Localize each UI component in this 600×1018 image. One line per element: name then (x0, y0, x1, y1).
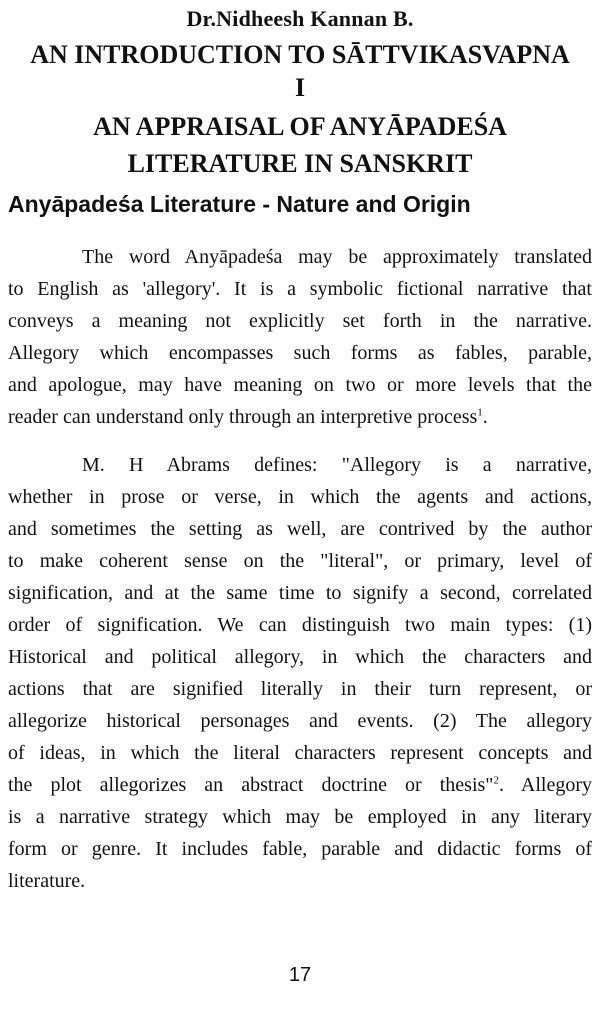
paragraph-line: to make coherent sense on the "literal", or primary, level of (8, 550, 592, 572)
paragraph-line: order of signification. We can distinguish two main types: (1) (8, 614, 592, 636)
paragraph (8, 241, 592, 433)
paragraph-line: is a narrative strategy which may be employed in any literary (8, 806, 592, 828)
paragraph-line-text: reader can understand only through an interpretive process (8, 406, 478, 428)
paragraph (8, 449, 592, 897)
paragraph-line: The word Anyāpadeśa may be approximately translated (82, 246, 592, 268)
chapter-title (0, 38, 600, 104)
paragraph-line: literature. (8, 870, 86, 892)
chapter-title-line: AN INTRODUCTION TO SĀTTVIKASVAPNA (30, 40, 570, 69)
paragraph-line: Allegory which encompasses such forms as fables, parable, (8, 342, 592, 364)
page-number: 17 (288, 964, 312, 986)
paragraph-line-end: . (482, 406, 488, 428)
paragraph-line (8, 401, 592, 433)
paragraph-line: allegorize historical personages and events. (2) The allegory (8, 710, 592, 732)
footnote-reference: 1 (477, 406, 483, 419)
paragraph-line: M. H Abrams defines: "Allegory is a narrative, (82, 454, 592, 476)
paragraph-line: whether in prose or verse, in which the agents and actions, (8, 486, 592, 508)
author-name: Dr.Nidheesh Kannan B. (186, 6, 414, 31)
paragraph-line-text: the plot allegorizes an abstract doctrine or thesis" (8, 774, 494, 796)
paragraph-line: and sometimes the setting as well, are contrived by the author (8, 518, 592, 540)
paragraph-line: actions that are signified literally in their turn represent, or (8, 678, 592, 700)
chapter-number: I (294, 73, 306, 102)
paragraph-line: conveys a meaning not explicitly set forth in the narrative. (8, 310, 592, 332)
footnote-reference: 2 (493, 774, 499, 787)
paragraph-line: of ideas, in which the literal characters represent concepts and (8, 742, 592, 764)
chapter-subtitle (0, 108, 600, 182)
chapter-subtitle-line: LITERATURE IN SANSKRIT (127, 149, 473, 178)
paragraph-line: and apologue, may have meaning on two or more levels that the (8, 374, 592, 396)
section-heading: Anyāpadeśa Literature - Nature and Origin (8, 191, 471, 217)
paragraph-line: to English as 'allegory'. It is a symbolic fictional narrative that (8, 278, 592, 300)
paragraph-line: signification, and at the same time to signify a second, correlated (8, 582, 592, 604)
paragraph-line: form or genre. It includes fable, parable and didactic forms of (8, 838, 592, 860)
paragraph-line (8, 769, 592, 801)
paragraph-line-text: . Allegory (498, 774, 592, 796)
paragraph-line: Historical and political allegory, in which the characters and (8, 646, 592, 668)
chapter-subtitle-line: AN APPRAISAL OF ANYĀPADEŚA (93, 112, 507, 141)
